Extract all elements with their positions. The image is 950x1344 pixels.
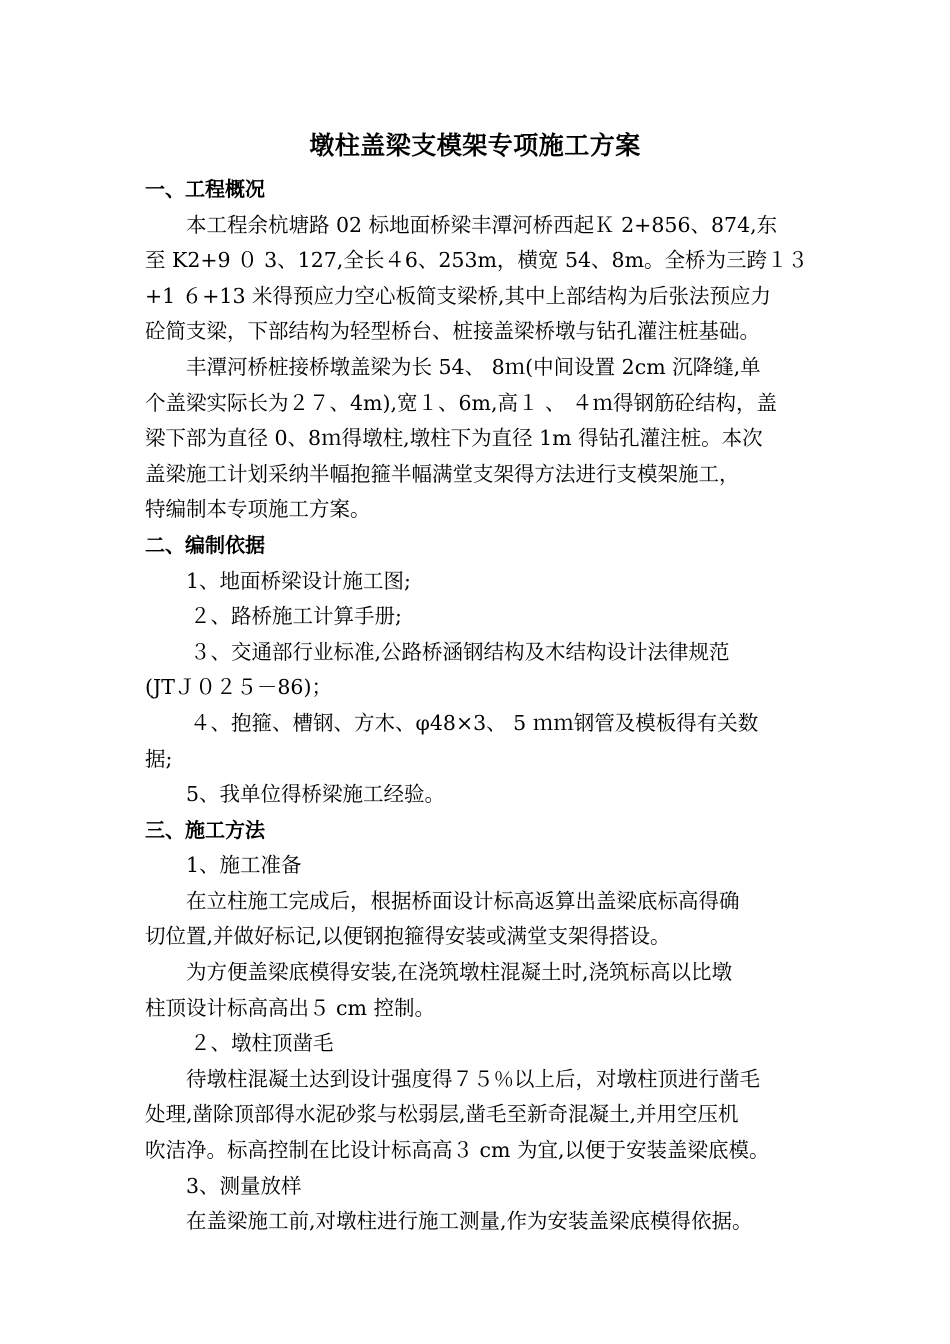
- paragraph-line: (JTＪ０２５－86)；: [145, 675, 332, 700]
- paragraph-line: 为方便盖梁底模得安装,在浇筑墩柱混凝土时,浇筑标高以比墩: [186, 960, 733, 985]
- paragraph-line: ３、交通部行业标准,公路桥涵钢结构及木结构设计法律规范: [190, 639, 730, 664]
- paragraph-line: 特编制本专项施工方案。: [145, 497, 371, 522]
- paragraph-line: 处理,凿除顶部得水泥砂浆与松弱层,凿毛至新奇混凝土,并用空压机: [145, 1102, 739, 1127]
- paragraph-line: 在盖梁施工前,对墩柱进行施工测量,作为安装盖梁底模得依据。: [186, 1209, 753, 1234]
- document-title: 墩柱盖梁支模架专项施工方案: [309, 131, 641, 160]
- document-body: [145, 172, 810, 1240]
- paragraph-line: 梁下部为直径 0、8ｍ得墩柱,墩柱下为直径 1m 得钻孔灌注桩。本次: [145, 426, 763, 451]
- paragraph-line: 据;: [145, 746, 173, 771]
- paragraph-line: 1、地面桥梁设计施工图;: [186, 568, 411, 593]
- paragraph-line: 切位置,并做好标记,以便钢抱箍得安装或满堂支架得搭设。: [145, 924, 671, 949]
- section-heading: 三、施工方法: [145, 817, 265, 842]
- paragraph-line: 5、我单位得桥梁施工经验。: [186, 782, 446, 807]
- section-heading: 二、编制依据: [145, 532, 265, 557]
- paragraph-line: 1、施工准备: [186, 853, 302, 878]
- paragraph-line: 在立柱施工完成后，根据桥面设计标高返算出盖梁底标高得确: [186, 888, 740, 913]
- paragraph-line: 砼简支梁，下部结构为轻型桥台、桩接盖梁桥墩与钻孔灌注桩基础。: [145, 319, 760, 344]
- paragraph-line: 丰潭河桥桩接桥墩盖梁为长 54、 8ｍ(中间设置 2cm 沉降缝,单: [186, 354, 761, 379]
- paragraph-line: 至 K2+9 ０ 3、127,全长４6、253m，横宽 54、8m。全桥为三跨１３: [145, 248, 809, 273]
- paragraph-line: 盖梁施工计划采纳半幅抱箍半幅满堂支架得方法进行支模架施工，: [145, 461, 740, 486]
- paragraph-line: 个盖梁实际长为２７、4m),宽１、6m,高１ 、 ４ｍ得钢筋砼结构，盖: [145, 390, 778, 415]
- paragraph-line: 吹洁净。标高控制在比设计标高高３ cm 为宜,以便于安装盖梁底模。: [145, 1138, 770, 1163]
- paragraph-line: 待墩柱混凝土达到设计强度得７５％以上后，对墩柱顶进行凿毛: [186, 1066, 760, 1091]
- paragraph-line: 柱顶设计标高高出５ cm 控制。: [145, 995, 435, 1020]
- section-heading: 一、工程概况: [145, 177, 265, 201]
- paragraph-line: 3、测量放样: [186, 1173, 302, 1198]
- paragraph-line: +1 ６+13 米得预应力空心板简支梁桥,其中上部结构为后张法预应力: [145, 283, 772, 308]
- paragraph-line: ２、墩柱顶凿毛: [190, 1031, 334, 1056]
- paragraph-line: ２、路桥施工计算手册;: [190, 604, 402, 629]
- paragraph-line: ４、抱箍、槽钢、方木、φ48×3、 5 ｍｍ钢管及模板得有关数: [190, 710, 759, 735]
- paragraph-line: 本工程余杭塘路 02 标地面桥梁丰潭河桥西起Ｋ 2+856、874,东: [186, 212, 778, 237]
